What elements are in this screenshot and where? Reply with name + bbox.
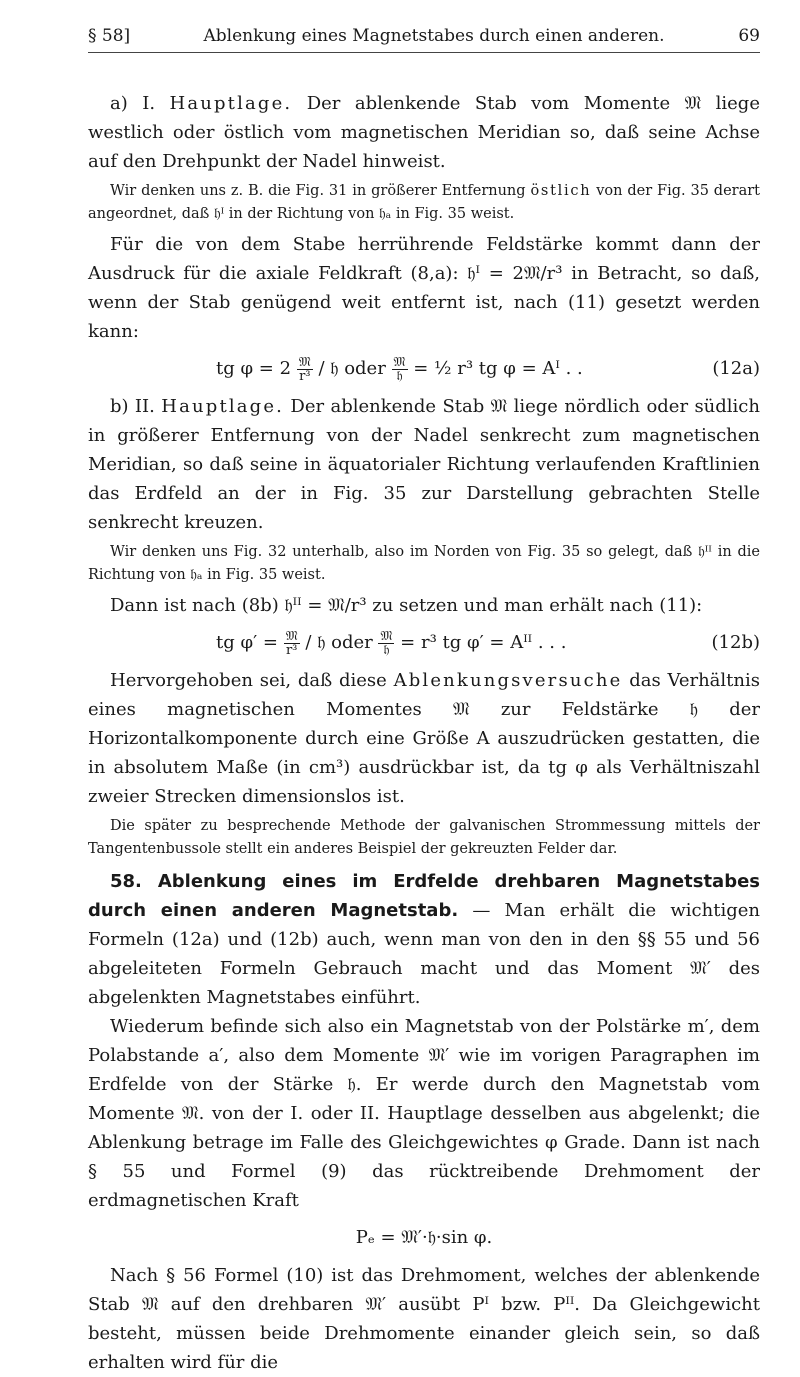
fraction-numerator: 𝔐: [393, 354, 406, 370]
book-page: [88, 26, 760, 1377]
formula-12b-number: (12b): [711, 632, 760, 653]
formula-12b-lhs: tg φ′ =: [216, 632, 284, 653]
formula-12a-fraction-1: [297, 356, 313, 383]
paragraph-main-position-1: [88, 89, 760, 176]
page-number: 69: [738, 26, 760, 46]
formula-12a-number: (12a): [712, 358, 760, 379]
text-b: Der ablenkende Stab 𝔐 liege nördlich oder südlich in größerer Entfernung von der Nadel senkrecht zum magnetischen Meridian, so daß seine in äquatorialer Richtung verlaufenden Kraftlinien das Erdfeld an der in Fig. 35 zur Darstellung gebrachten Stelle senkrecht kreuzen.: [88, 396, 760, 533]
note-a-before: Wir denken uns z. B. die Fig. 31 in größerer Entfernung: [110, 183, 526, 199]
label-a: a) I.: [110, 93, 156, 114]
paragraph-torque-balance: Nach § 56 Formel (10) ist das Drehmoment, welches der ablenkende Stab 𝔐 auf den drehbaren 𝔐′ ausübt Pᴵ bzw. Pᴵᴵ. Da Gleichgewicht besteht, müssen beide Drehmomente einander gleich sein, so daß erhalten wird für die: [88, 1265, 760, 1373]
formula-12a-middle: / 𝔥 oder: [318, 358, 392, 379]
formula-restoring-torque: Pₑ = 𝔐′·𝔥·sin φ.: [355, 1227, 493, 1248]
running-header: [88, 26, 760, 53]
section-58-text: — Man erhält die wichtigen Formeln (12a) und (12b) auch, wenn man von den in den §§ 55 und 56 abgeleiteten Formeln Gebrauch macht und das Moment 𝔐′ des abgelenkten Magnetstabes einführt.: [88, 900, 760, 1008]
formula-12b: [88, 628, 760, 658]
para-c-before: Hervorgehoben sei, daß diese: [110, 670, 387, 691]
text-a: Der ablenkende Stab vom Momente 𝔐 liege westlich oder östlich vom magnetischen Meridian so, daß seine Achse auf den Drehpunkt der Nadel hinweist.: [88, 93, 760, 172]
section-heading: 58. Ablenkung eines im Erdfelde drehbaren Magnetstabes durch einen anderen Magnetstab.: [88, 871, 760, 921]
fraction-numerator: 𝔐: [298, 354, 311, 370]
formula-12a-rhs: = ½ r³ tg φ = Aᴵ . .: [413, 358, 583, 379]
paragraph-main-position-2: [88, 392, 760, 537]
paragraph-deflection-ratio: [88, 666, 760, 811]
fraction-denominator: 𝔥: [396, 368, 403, 384]
formula-12a-lhs: tg φ = 2: [216, 358, 292, 379]
paragraph-b-continued: Dann ist nach (8b) 𝔥ᴵᴵ = 𝔐/r³ zu setzen und man erhält nach (11):: [110, 595, 703, 616]
section-reference: § 58]: [88, 26, 131, 46]
paragraph-a-continued: Für die von dem Stabe herrührende Feldstärke kommt dann der Ausdruck für die axiale Feldkraft (8,a): 𝔥ᴵ = 2𝔐/r³ in Betracht, so daß, wenn der Stab genügend weit entfernt ist, nach (11) gesetzt werden kann:: [88, 234, 760, 342]
section-58: [88, 867, 760, 1012]
paragraph-setup: Wiederum befinde sich also ein Magnetstab von der Polstärke m′, dem Polabstande a′, also dem Momente 𝔐′ wie im vorigen Paragraphen im Erdfelde von der Stärke 𝔥. Er werde durch den Magnetstab vom Momente 𝔐. von der I. oder II. Hauptlage desselben aus abgelenkt; die Ablenkung betrage im Falle des Gleichgewichtes φ Grade. Dann ist nach § 55 und Formel (9) das rücktreibende Drehmoment der erdmagnetischen Kraft: [88, 1016, 760, 1211]
label-b: b) II.: [110, 396, 155, 417]
note-tangent-galvanometer: Die später zu besprechende Methode der galvanischen Strommessung mittels der Tangentenbussole stellt ein anderes Beispiel der gekreuzten Felder dar.: [88, 818, 760, 857]
note-a-after: von der Fig. 35 derart angeordnet, daß 𝔥ᴵ in der Richtung von 𝔥ₐ in Fig. 35 weist.: [88, 183, 761, 222]
formula-12b-rhs: = r³ tg φ′ = Aᴵᴵ . . .: [400, 632, 567, 653]
note-a: [88, 180, 760, 226]
note-a-spaced: östlich: [530, 183, 592, 199]
note-b: Wir denken uns Fig. 32 unterhalb, also im Norden von Fig. 35 so gelegt, daß 𝔥ᴵᴵ in die Richtung von 𝔥ₐ in Fig. 35 weist.: [88, 544, 760, 583]
fraction-denominator: r³: [299, 368, 311, 384]
fraction-denominator: r³: [285, 642, 298, 658]
running-title: Ablenkung eines Magnetstabes durch einen anderen.: [203, 26, 665, 46]
fraction-denominator: 𝔥: [383, 642, 390, 658]
para-c-spaced: Ablenkungsversuche: [393, 670, 623, 691]
lead-hauptlage-2: Hauptlage.: [161, 396, 285, 417]
formula-12a-fraction-2: [392, 356, 408, 383]
para-c-after: das Verhältnis eines magnetischen Momentes 𝔐 zur Feldstärke 𝔥 der Horizontalkomponente durch eine Größe A auszudrücken gestatten, die in absolutem Maße (in cm³) ausdrückbar ist, da tg φ als Verhältniszahl zweier Strecken dimensionslos ist.: [88, 670, 760, 807]
formula-12b-fraction-2: [378, 630, 394, 657]
formula-12a: [88, 354, 760, 384]
fraction-numerator: 𝔐: [285, 628, 298, 644]
fraction-numerator: 𝔐: [380, 628, 393, 644]
formula-12b-middle: / 𝔥 oder: [305, 632, 379, 653]
formula-12b-fraction-1: [284, 630, 300, 657]
lead-hauptlage-1: Hauptlage.: [169, 93, 293, 114]
